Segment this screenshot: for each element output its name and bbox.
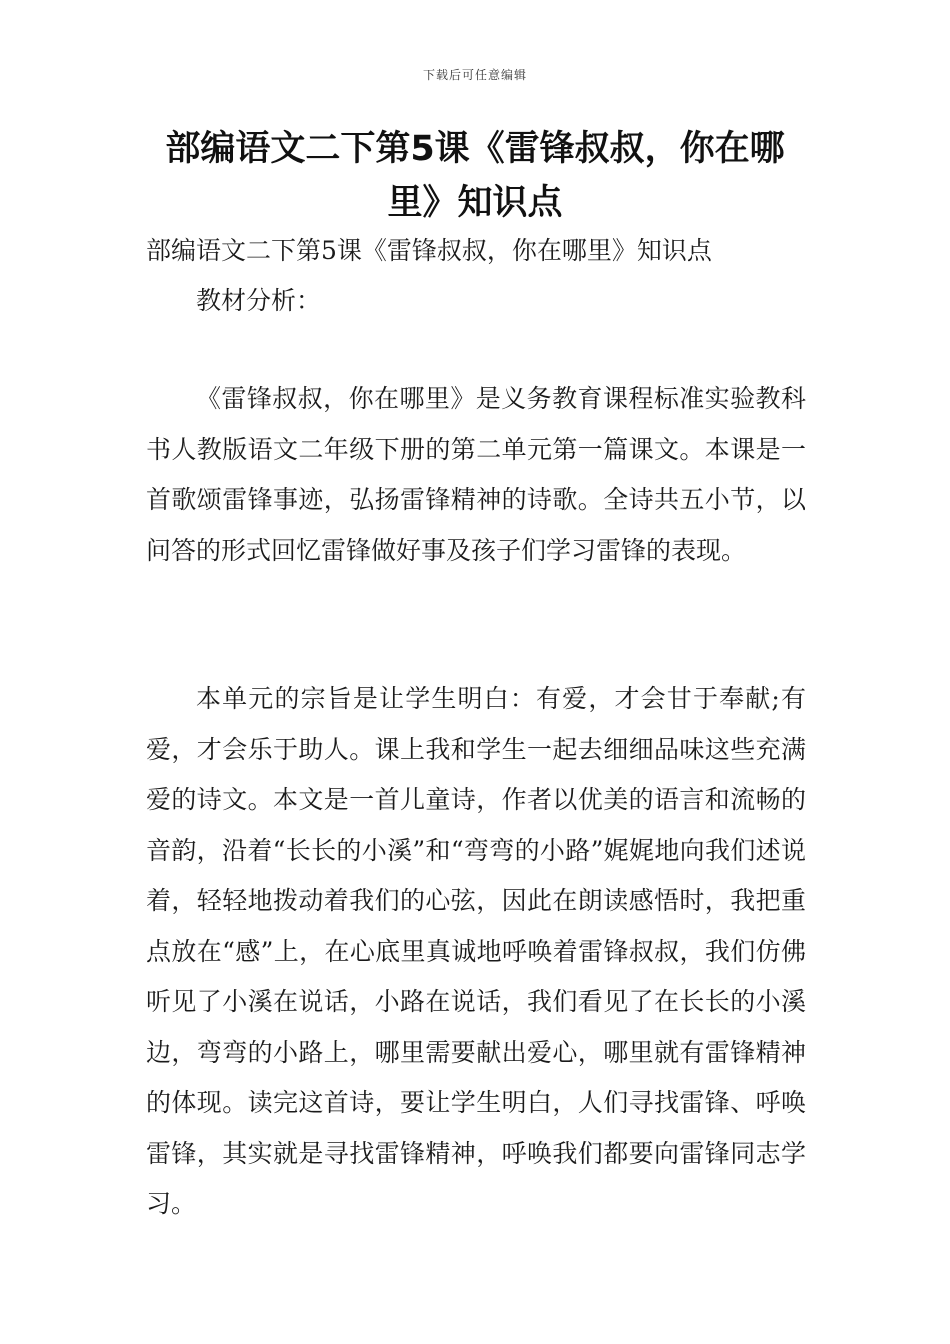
paragraph-unit-purpose: 本单元的宗旨是让学生明白：有爱，才会甘于奉献;有爱，才会乐于助人。课上我和学生一起去细细品味这些充满爱的诗文。本文是一首儿童诗，作者以优美的语言和流畅的音韵，沿着“长长的小溪”和“弯弯的小路”娓娓地向我们述说着，轻轻地拨动着我们的心弦，因此在朗读感悟时，我把重点放在“感”上，在心底里真诚地呼唤着雷锋叔叔，我们仿佛听见了小溪在说话，小路在说话，我们看见了在长长的小溪边，弯弯的小路上，哪里需要献出爱心，哪里就有雷锋精神的体现。读完这首诗，要让学生明白，人们寻找雷锋、呼唤雷锋，其实就是寻找雷锋精神，呼唤我们都要向雷锋同志学习。 [146, 684, 806, 1218]
header-note: 下载后可任意编辑 [422, 68, 527, 82]
document-title: 部编语文二下第5课《雷锋叔叔，你在哪里》知识点 [165, 129, 785, 223]
document-subtitle: 部编语文二下第5课《雷锋叔叔，你在哪里》知识点 [146, 236, 712, 265]
section-heading-textbook-analysis: 教材分析： [196, 286, 322, 315]
paragraph-lesson-overview: 《雷锋叔叔，你在哪里》是义务教育课程标准实验教科书人教版语文二年级下册的第二单元第一篇课文。本课是一首歌颂雷锋事迹，弘扬雷锋精神的诗歌。全诗共五小节，以问答的形式回忆雷锋做好事及孩子们学习雷锋的表现。 [146, 384, 806, 565]
